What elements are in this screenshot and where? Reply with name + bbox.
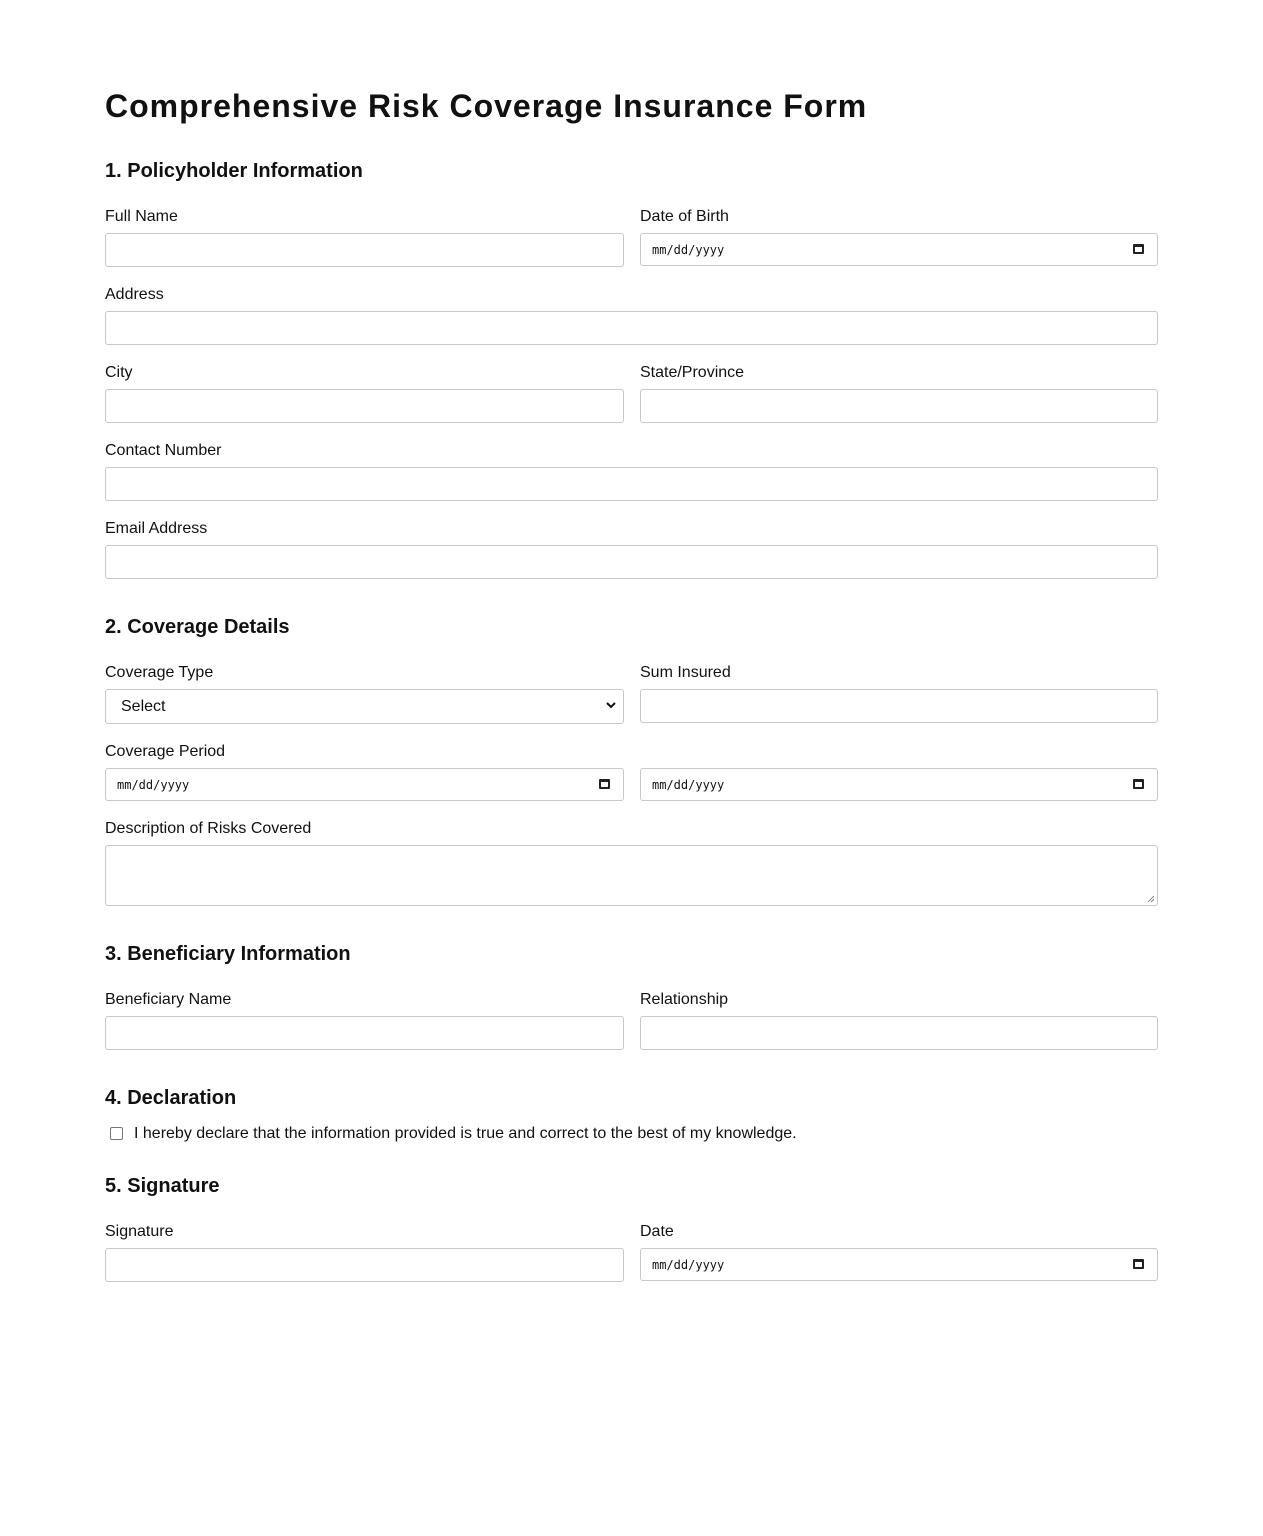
full-name-input[interactable]	[105, 233, 624, 267]
sum-insured-input[interactable]	[640, 689, 1158, 723]
email-address-label: Email Address	[105, 520, 208, 537]
section-heading-signature: 5. Signature	[105, 1175, 220, 1197]
signature-input[interactable]	[105, 1248, 624, 1282]
city-input[interactable]	[105, 389, 624, 423]
coverage-period-label: Coverage Period	[105, 743, 226, 760]
form-title: Comprehensive Risk Coverage Insurance Form	[105, 88, 868, 124]
state-province-label: State/Province	[640, 364, 745, 381]
date-placeholder: mm/dd/yyyy	[117, 778, 190, 792]
chevron-down-icon	[605, 698, 617, 712]
relationship-label: Relationship	[640, 991, 729, 1008]
description-textarea[interactable]	[105, 845, 1158, 906]
contact-number-input[interactable]	[105, 467, 1158, 501]
section-heading-policyholder: 1. Policyholder Information	[105, 160, 363, 182]
coverage-start-date-input[interactable]	[105, 768, 624, 801]
coverage-type-select[interactable]	[105, 689, 624, 724]
coverage-type-label: Coverage Type	[105, 664, 214, 681]
signature-label: Signature	[105, 1223, 174, 1240]
description-label: Description of Risks Covered	[105, 820, 312, 837]
beneficiary-name-label: Beneficiary Name	[105, 991, 232, 1008]
calendar-icon[interactable]	[1133, 244, 1144, 254]
calendar-icon[interactable]	[599, 779, 610, 789]
section-heading-coverage: 2. Coverage Details	[105, 616, 290, 638]
state-province-input[interactable]	[640, 389, 1158, 423]
beneficiary-name-input[interactable]	[105, 1016, 624, 1050]
signature-date-input[interactable]	[640, 1248, 1158, 1281]
resize-grip-icon[interactable]	[1147, 895, 1155, 903]
email-address-input[interactable]	[105, 545, 1158, 579]
date-of-birth-label: Date of Birth	[640, 208, 729, 225]
address-label: Address	[105, 286, 164, 303]
declaration-checkbox[interactable]	[110, 1127, 123, 1140]
date-of-birth-input[interactable]	[640, 233, 1158, 266]
date-placeholder: mm/dd/yyyy	[652, 778, 725, 792]
contact-number-label: Contact Number	[105, 442, 222, 459]
sum-insured-label: Sum Insured	[640, 664, 731, 681]
coverage-end-date-input[interactable]	[640, 768, 1158, 801]
city-label: City	[105, 364, 133, 381]
calendar-icon[interactable]	[1133, 1259, 1144, 1269]
calendar-icon[interactable]	[1133, 779, 1144, 789]
full-name-label: Full Name	[105, 208, 178, 225]
coverage-type-selected: Select	[121, 698, 166, 715]
date-placeholder: mm/dd/yyyy	[652, 243, 725, 257]
signature-date-label: Date	[640, 1223, 674, 1240]
section-heading-declaration: 4. Declaration	[105, 1087, 237, 1109]
declaration-text: I hereby declare that the information provided is true and correct to the best of my knowledge.	[134, 1125, 797, 1142]
section-heading-beneficiary: 3. Beneficiary Information	[105, 943, 351, 965]
address-input[interactable]	[105, 311, 1158, 345]
relationship-input[interactable]	[640, 1016, 1158, 1050]
date-placeholder: mm/dd/yyyy	[652, 1258, 725, 1272]
